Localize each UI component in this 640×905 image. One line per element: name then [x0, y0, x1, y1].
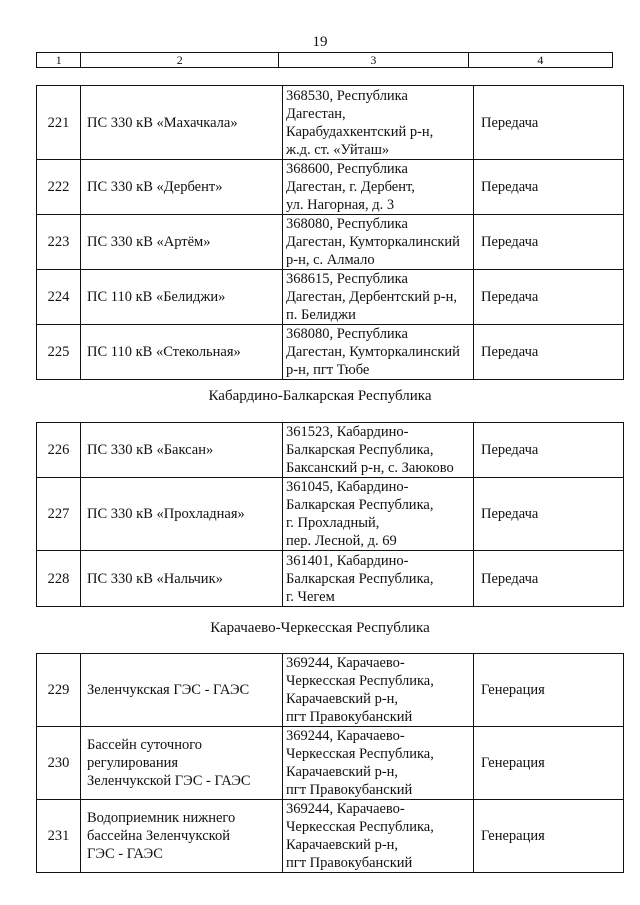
object-type: Передача — [474, 270, 624, 325]
object-name: ПС 330 кВ «Дербент» — [81, 160, 283, 215]
table-row — [37, 325, 624, 380]
object-type: Передача — [474, 215, 624, 270]
row-number: 229 — [37, 654, 81, 727]
column-header-3: 3 — [279, 53, 469, 68]
object-type: Передача — [474, 551, 624, 607]
object-name: ПС 110 кВ «Стекольная» — [81, 325, 283, 380]
row-number: 225 — [37, 325, 81, 380]
object-type: Генерация — [474, 800, 624, 873]
object-address: 368080, Республика Дагестан, Кумторкалинский р-н, пгт Тюбе — [283, 325, 474, 380]
row-number: 224 — [37, 270, 81, 325]
row-number: 223 — [37, 215, 81, 270]
object-name: ПС 330 кВ «Артём» — [81, 215, 283, 270]
object-type: Генерация — [474, 727, 624, 800]
row-number: 228 — [37, 551, 81, 607]
object-name: ПС 330 кВ «Прохладная» — [81, 478, 283, 551]
table-row — [37, 800, 624, 873]
row-number: 227 — [37, 478, 81, 551]
object-name: ПС 110 кВ «Белиджи» — [81, 270, 283, 325]
object-address: 368600, Республика Дагестан, г. Дербент, ул. Нагорная, д. 3 — [283, 160, 474, 215]
object-type: Передача — [474, 423, 624, 478]
row-number: 221 — [37, 86, 81, 160]
table-row — [37, 160, 624, 215]
row-number: 222 — [37, 160, 81, 215]
object-name: Водоприемник нижнего бассейна Зеленчукской ГЭС - ГАЭС — [81, 800, 283, 873]
table-karachay-cherkessia — [36, 653, 624, 873]
object-name: ПС 330 кВ «Махачкала» — [81, 86, 283, 160]
object-address: 369244, Карачаево- Черкесская Республика, Карачаевский р-н, пгт Правокубанский — [283, 800, 474, 873]
table-kabardino-balkaria — [36, 422, 624, 607]
object-type: Передача — [474, 86, 624, 160]
table-row — [37, 727, 624, 800]
object-address: 368615, Республика Дагестан, Дербентский р-н, п. Белиджи — [283, 270, 474, 325]
table-dagestan — [36, 85, 624, 380]
region-heading: Кабардино-Балкарская Республика — [208, 388, 432, 404]
table-row — [37, 86, 624, 160]
table-row — [37, 270, 624, 325]
object-name: Бассейн суточного регулирования Зеленчукской ГЭС - ГАЭС — [81, 727, 283, 800]
object-address: 368530, Республика Дагестан, Карабудахкентский р-н, ж.д. ст. «Уйташ» — [283, 86, 474, 160]
object-address: 369244, Карачаево- Черкесская Республика, Карачаевский р-н, пгт Правокубанский — [283, 727, 474, 800]
column-header-row — [36, 52, 613, 68]
object-name: ПС 330 кВ «Нальчик» — [81, 551, 283, 607]
table-row — [37, 423, 624, 478]
row-number: 231 — [37, 800, 81, 873]
table-row — [37, 551, 624, 607]
table-row — [37, 478, 624, 551]
object-address: 368080, Республика Дагестан, Кумторкалинский р-н, с. Алмало — [283, 215, 474, 270]
region-heading: Карачаево-Черкесская Республика — [210, 620, 430, 636]
object-type: Генерация — [474, 654, 624, 727]
object-type: Передача — [474, 478, 624, 551]
column-header-1: 1 — [37, 53, 81, 68]
object-address: 361523, Кабардино- Балкарская Республика, Баксанский р-н, с. Заюково — [283, 423, 474, 478]
table-row — [37, 654, 624, 727]
column-header-2: 2 — [81, 53, 279, 68]
object-address: 369244, Карачаево- Черкесская Республика, Карачаевский р-н, пгт Правокубанский — [283, 654, 474, 727]
row-number: 226 — [37, 423, 81, 478]
column-header-4: 4 — [468, 53, 612, 68]
object-type: Передача — [474, 325, 624, 380]
page-number: 19 — [312, 34, 328, 50]
object-address: 361401, Кабардино- Балкарская Республика, г. Чегем — [283, 551, 474, 607]
object-name: ПС 330 кВ «Баксан» — [81, 423, 283, 478]
object-name: Зеленчукская ГЭС - ГАЭС — [81, 654, 283, 727]
object-address: 361045, Кабардино- Балкарская Республика, г. Прохладный, пер. Лесной, д. 69 — [283, 478, 474, 551]
row-number: 230 — [37, 727, 81, 800]
table-row — [37, 215, 624, 270]
object-type: Передача — [474, 160, 624, 215]
